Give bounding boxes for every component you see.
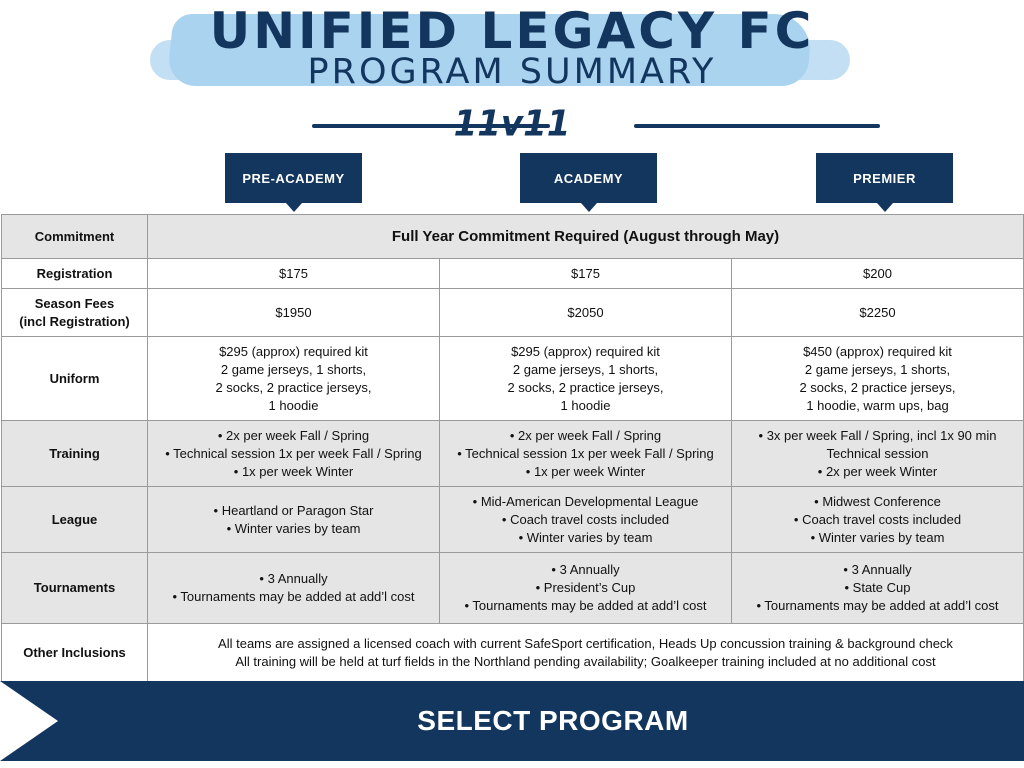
training-line: • Technical session 1x per week Fall / Spring (457, 445, 714, 461)
training-line: • 2x per week Fall / Spring (217, 427, 370, 443)
row-header-uniform: Uniform (2, 337, 148, 421)
row-header-season-fees (2, 289, 148, 337)
table-row-registration (2, 259, 1024, 289)
uniform-line: 1 hoodie (268, 397, 319, 413)
uniform-academy (440, 337, 732, 421)
uniform-line: 2 socks, 2 practice jerseys, (507, 379, 664, 395)
uniform-line: 1 hoodie (560, 397, 611, 413)
uniform-line: $295 (approx) required kit (511, 343, 660, 359)
registration-academy: $175 (440, 259, 732, 289)
training-line: • 2x per week Winter (817, 463, 938, 479)
uniform-premier (732, 337, 1024, 421)
table-row-uniform (2, 337, 1024, 421)
league-line: • Coach travel costs included (793, 511, 962, 527)
tab-premier: PREMIER (816, 153, 953, 203)
training-pre-academy (148, 421, 440, 487)
tournaments-line: • 3 Annually (551, 562, 620, 577)
other-inclusions-line: All training will be held at turf fields in the Northland pending availability; Goalkeeper training included at no additional cost (235, 653, 936, 669)
league-line: • Coach travel costs included (501, 511, 670, 527)
tab-academy: ACADEMY (520, 153, 657, 203)
training-premier (732, 421, 1024, 487)
select-program-banner[interactable] (0, 681, 1024, 761)
tournaments-line: • Tournaments may be added at add’l cost (172, 589, 415, 604)
club-title: UNIFIED LEGACY FC (209, 2, 815, 60)
uniform-line: 2 game jerseys, 1 shorts, (804, 361, 951, 377)
season-fees-label: Season Fees (34, 295, 115, 311)
league-academy (440, 487, 732, 553)
uniform-line: 2 socks, 2 practice jerseys, (215, 379, 372, 395)
tournaments-line: • President’s Cup (535, 580, 636, 595)
league-line: • Winter varies by team (226, 520, 361, 536)
training-line: • 1x per week Winter (525, 463, 646, 479)
training-line: • 1x per week Winter (233, 463, 354, 479)
tournaments-line: • 3 Annually (259, 571, 328, 586)
row-header-league: League (2, 487, 148, 553)
commitment-value: Full Year Commitment Required (August through May) (148, 215, 1024, 259)
league-line: • Heartland or Paragon Star (213, 502, 374, 518)
season-fee-academy: $2050 (440, 289, 732, 337)
league-pre-academy (148, 487, 440, 553)
table-row-league (2, 487, 1024, 553)
league-premier (732, 487, 1024, 553)
row-header-training: Training (2, 421, 148, 487)
tournaments-line: • 3 Annually (843, 562, 912, 577)
training-line: • 3x per week Fall / Spring, incl 1x 90 min (758, 427, 997, 443)
tournaments-premier (732, 553, 1024, 624)
format-label: 11v11 (453, 103, 571, 145)
registration-premier: $200 (732, 259, 1024, 289)
uniform-line: 1 hoodie, warm ups, bag (806, 397, 949, 413)
season-fee-premier: $2250 (732, 289, 1024, 337)
row-header-commitment: Commitment (2, 215, 148, 259)
training-line: • 2x per week Fall / Spring (509, 427, 662, 443)
program-summary-table (1, 214, 1024, 682)
uniform-line: $450 (approx) required kit (803, 343, 952, 359)
tournaments-line: • State Cup (844, 580, 911, 595)
uniform-line: 2 game jerseys, 1 shorts, (220, 361, 367, 377)
page-subtitle: PROGRAM SUMMARY (307, 52, 717, 92)
tournaments-line: • Tournaments may be added at add’l cost (464, 598, 707, 613)
select-program-button[interactable]: SELECT PROGRAM (417, 705, 689, 736)
other-inclusions-value (148, 624, 1024, 682)
season-fee-pre-academy: $1950 (148, 289, 440, 337)
tournaments-academy (440, 553, 732, 624)
row-header-other-inclusions: Other Inclusions (2, 624, 148, 682)
tab-pre-academy: PRE-ACADEMY (225, 153, 362, 203)
training-line: Technical session (826, 445, 929, 461)
league-line: • Midwest Conference (814, 493, 941, 509)
training-academy (440, 421, 732, 487)
other-inclusions-line: All teams are assigned a licensed coach with current SafeSport certification, Heads Up concussion training & background check (218, 635, 953, 651)
table-row-commitment (2, 215, 1024, 259)
table-row-other-inclusions (2, 624, 1024, 682)
table-row-training (2, 421, 1024, 487)
league-line: • Winter varies by team (518, 529, 653, 545)
uniform-pre-academy (148, 337, 440, 421)
training-line: • Technical session 1x per week Fall / Spring (165, 445, 422, 461)
league-line: • Mid-American Developmental League (472, 493, 699, 509)
uniform-line: $295 (approx) required kit (219, 343, 368, 359)
season-fees-sublabel: (incl Registration) (19, 313, 130, 329)
uniform-line: 2 game jerseys, 1 shorts, (512, 361, 659, 377)
league-line: • Winter varies by team (810, 529, 945, 545)
tournaments-line: • Tournaments may be added at add’l cost (756, 598, 999, 613)
row-header-tournaments: Tournaments (2, 553, 148, 624)
uniform-line: 2 socks, 2 practice jerseys, (799, 379, 956, 395)
tournaments-pre-academy (148, 553, 440, 624)
table-row-tournaments (2, 553, 1024, 624)
registration-pre-academy: $175 (148, 259, 440, 289)
row-header-registration: Registration (2, 259, 148, 289)
table-row-season-fees (2, 289, 1024, 337)
